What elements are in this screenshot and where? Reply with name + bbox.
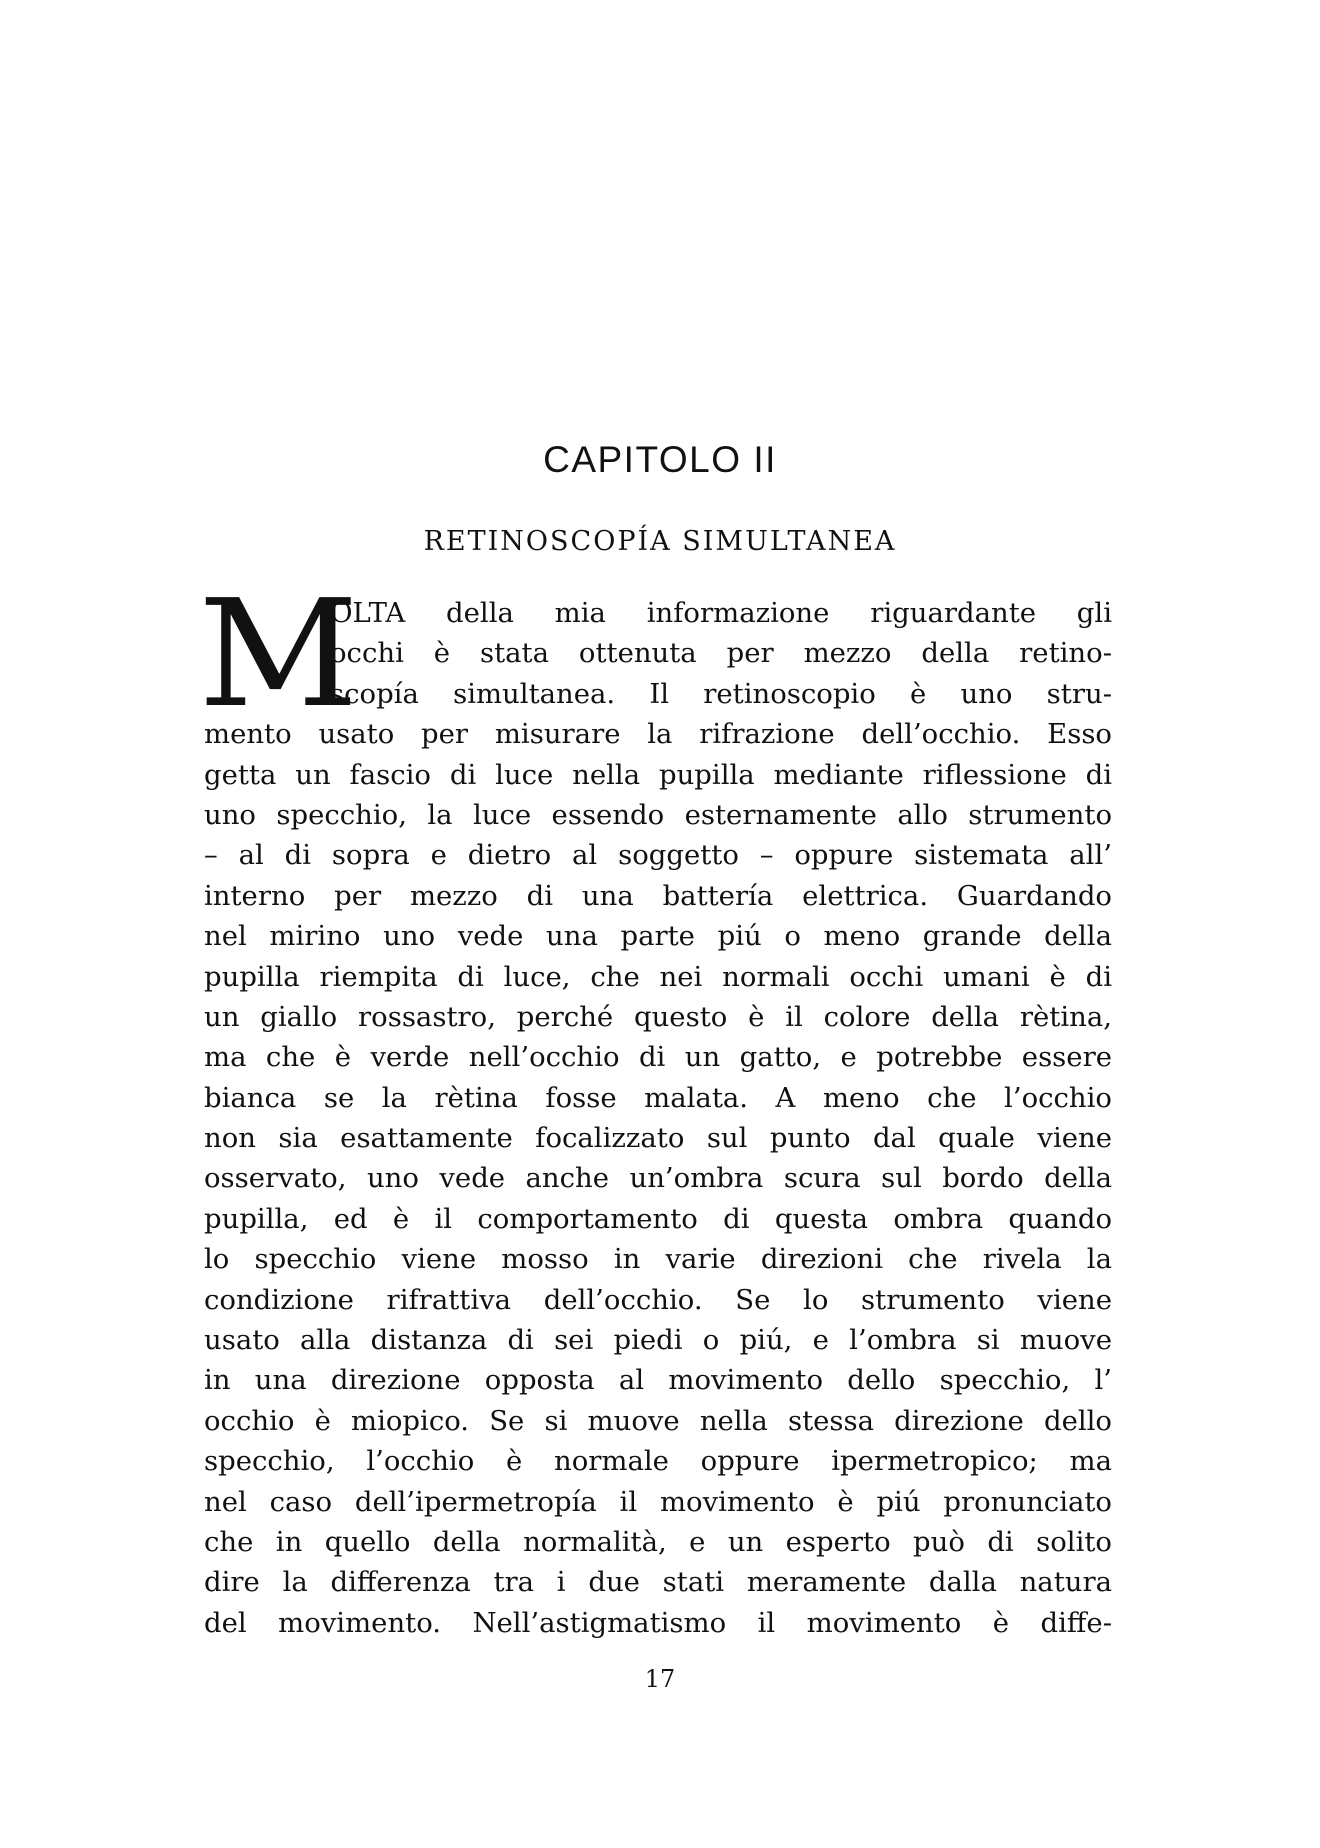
- text-line: bianca se la rètina fosse malata. A meno che l’occhio: [204, 1081, 1112, 1114]
- text-line: nel mirino uno vede una parte piú o meno grande della: [204, 920, 1112, 953]
- text-line: lo specchio viene mosso in varie direzioni che rivela la: [204, 1243, 1112, 1276]
- text-line: OLTA della mia informazione riguardante gli: [330, 597, 1112, 629]
- text-line: uno specchio, la luce essendo esternamente allo strumento: [204, 798, 1112, 831]
- text-line: interno per mezzo di una battería elettrica. Guardando: [204, 879, 1112, 912]
- text-line: occhi è stata ottenuta per mezzo della retino-: [330, 637, 1112, 670]
- chapter-subtitle: RETINOSCOPÍA SIMULTANEA: [423, 526, 897, 557]
- text-line: getta un fascio di luce nella pupilla mediante riflessione di: [204, 758, 1112, 791]
- text-line: mento usato per misurare la rifrazione dell’occhio. Esso: [204, 718, 1112, 751]
- text-line: osservato, uno vede anche un’ombra scura sul bordo della: [204, 1162, 1112, 1195]
- text-line: nel caso dell’ipermetropía il movimento è piú pronunciato: [204, 1485, 1112, 1518]
- text-line: un giallo rossastro, perché questo è il colore della rètina,: [204, 1000, 1112, 1033]
- text-line: ma che è verde nell’occhio di un gatto, e potrebbe essere: [204, 1041, 1112, 1074]
- chapter-title: CAPITOLO II: [543, 439, 777, 480]
- text-line: dire la differenza tra i due stati meramente dalla natura: [204, 1566, 1112, 1599]
- text-line: usato alla distanza di sei piedi o piú, e l’ombra si muove: [204, 1324, 1112, 1357]
- body-text: [198, 568, 1112, 1643]
- text-line: – al di sopra e dietro al soggetto – oppure sistemata all’: [204, 839, 1112, 872]
- text-line: del movimento. Nell’astigmatismo il movimento è diffe-: [204, 1606, 1112, 1639]
- text-line: pupilla, ed è il comportamento di questa ombra quando: [204, 1202, 1112, 1235]
- text-line: non sia esattamente focalizzato sul punto dal quale viene: [204, 1122, 1112, 1155]
- text-line: occhio è miopico. Se si muove nella stessa direzione dello: [204, 1404, 1112, 1437]
- text-line: condizione rifrattiva dell’occhio. Se lo strumento viene: [204, 1283, 1112, 1316]
- drop-cap: M: [198, 568, 359, 740]
- text-line: scopía simultanea. Il retinoscopio è uno stru-: [330, 677, 1112, 710]
- page-number: 17: [644, 1665, 676, 1693]
- text-line: pupilla riempita di luce, che nei normali occhi umani è di: [204, 960, 1112, 993]
- text-line: che in quello della normalità, e un esperto può di solito: [204, 1525, 1112, 1558]
- text-line: specchio, l’occhio è normale oppure ipermetropico; ma: [204, 1445, 1112, 1478]
- text-line: in una direzione opposta al movimento dello specchio, l’: [204, 1364, 1112, 1397]
